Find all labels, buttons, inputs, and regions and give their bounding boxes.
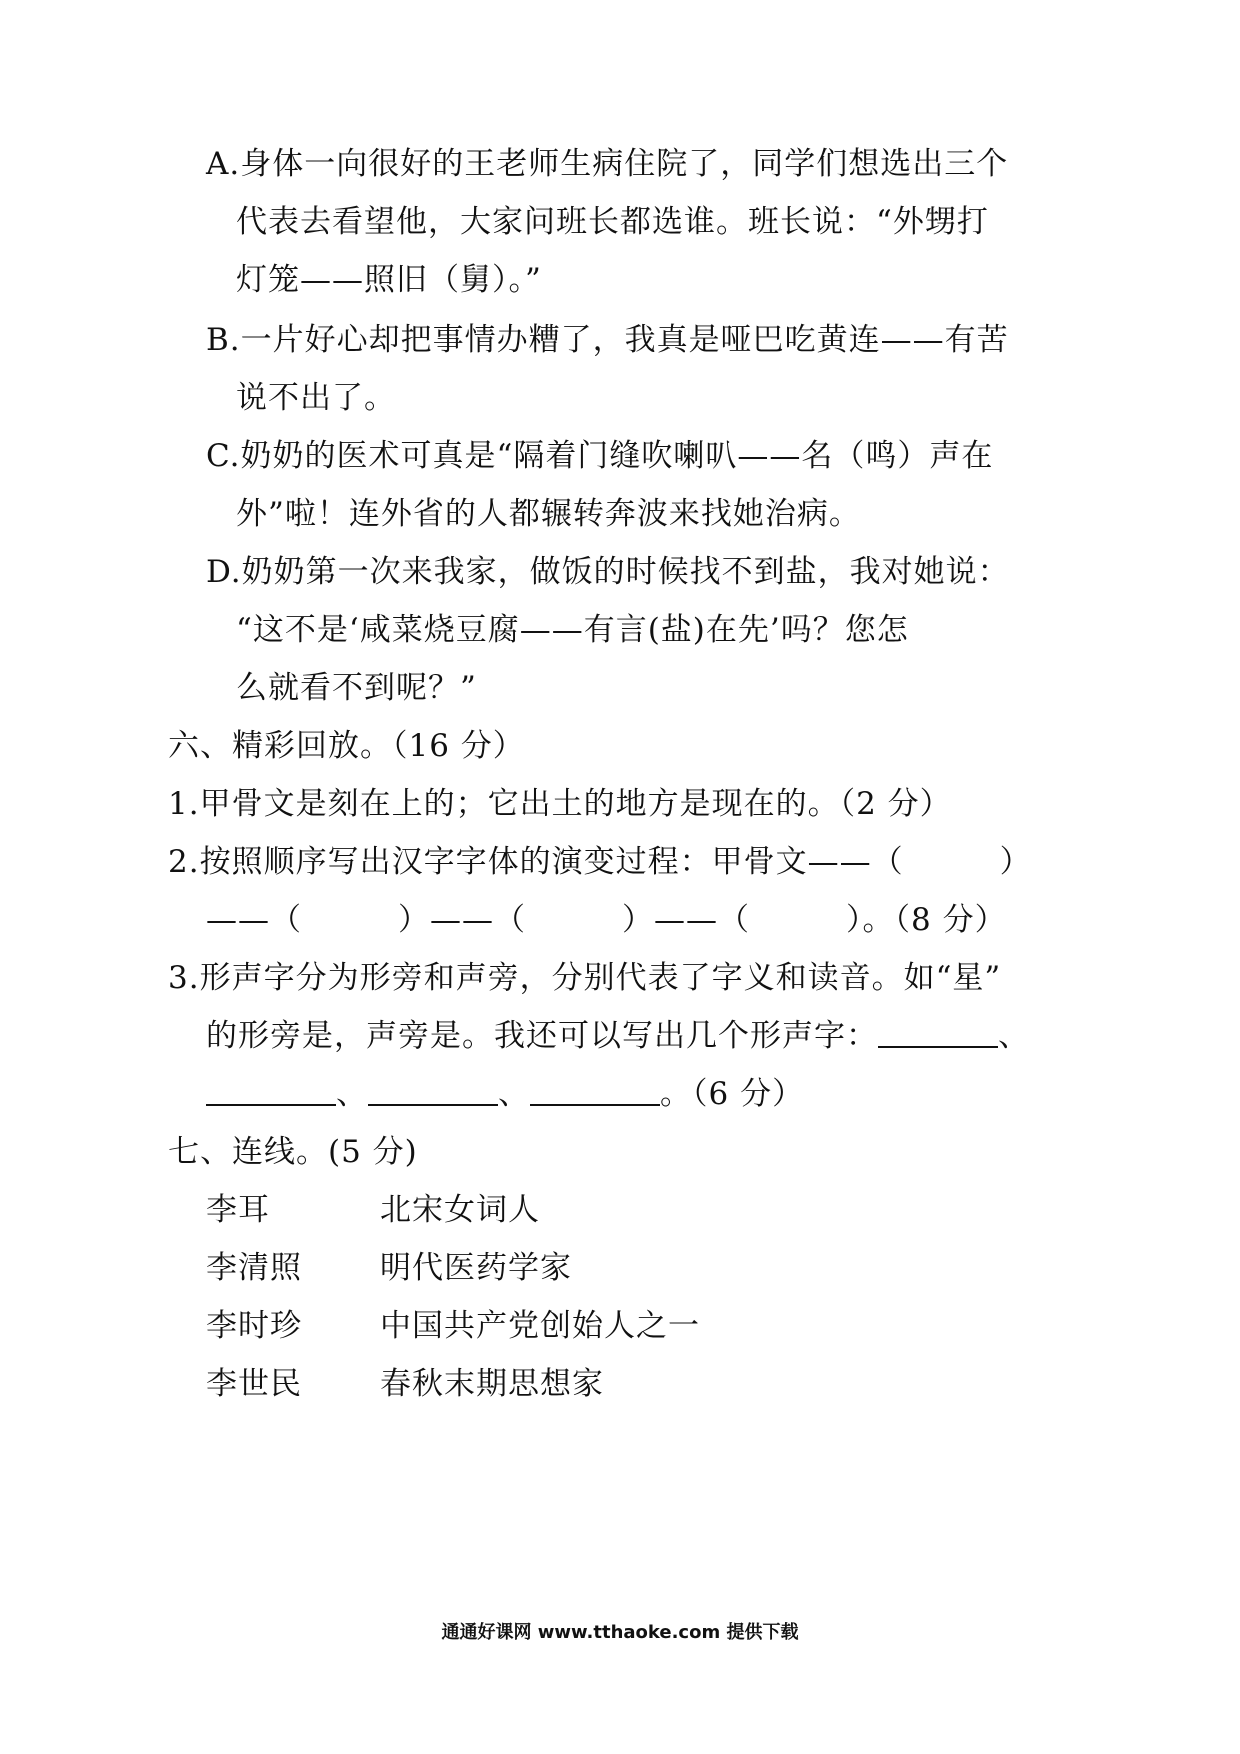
answer-blank[interactable]: [206, 1074, 336, 1106]
match-left-item[interactable]: 李时珍: [206, 1308, 302, 1344]
section6-q2-line2: ——（ ）——（ ）——（ ）。（8 分）: [206, 902, 1007, 938]
option-b-line2: 说不出了。: [236, 380, 396, 416]
option-b-line1: B.一片好心却把事情办糟了，我真是哑巴吃黄连——有苦: [206, 322, 1009, 358]
option-a-line2: 代表去看望他，大家问班长都选谁。班长说：“外甥打: [236, 204, 989, 240]
section6-q3-line2: [206, 1016, 1030, 1056]
separator: 、: [336, 1076, 368, 1112]
match-right-item[interactable]: 春秋末期思想家: [380, 1366, 604, 1402]
separator: 、: [498, 1076, 530, 1112]
option-c-line2: 外”啦！连外省的人都辗转奔波来找她治病。: [236, 496, 861, 532]
option-a-line3: 灯笼——照旧（舅）。”: [236, 262, 542, 298]
match-right-item[interactable]: 明代医药学家: [380, 1250, 572, 1286]
section6-title: 六、精彩回放。（16 分）: [168, 728, 525, 764]
option-a-line1: A.身体一向很好的王老师生病住院了，同学们想选出三个: [206, 146, 1009, 182]
match-right-item[interactable]: 中国共产党创始人之一: [380, 1308, 700, 1344]
match-left-item[interactable]: 李清照: [206, 1250, 302, 1286]
footer-source: 通通好课网 www.tthaoke.com 提供下载: [441, 1622, 799, 1643]
section7-title: 七、连线。(5 分): [168, 1134, 418, 1170]
end-text: 。（6 分）: [660, 1076, 805, 1112]
separator: 、: [998, 1018, 1030, 1054]
answer-blank[interactable]: [368, 1074, 498, 1106]
answer-blank[interactable]: [878, 1016, 998, 1048]
option-d-line2: “这不是‘咸菜烧豆腐——有言(盐)在先’吗？您怎: [236, 612, 909, 648]
section6-q1: 1.甲骨文是刻在上的；它出土的地方是现在的。（2 分）: [168, 786, 952, 822]
section6-q3-line3: [206, 1074, 804, 1114]
option-d-line3: 么就看不到呢？”: [236, 670, 477, 706]
option-d-line1: D.奶奶第一次来我家，做饭的时候找不到盐，我对她说：: [206, 554, 1010, 590]
match-right-item[interactable]: 北宋女词人: [380, 1192, 540, 1228]
option-c-line1: C.奶奶的医术可真是“隔着门缝吹喇叭——名（鸣）声在: [206, 438, 994, 474]
section6-q3-line1: 3.形声字分为形旁和声旁，分别代表了字义和读音。如“星”: [168, 960, 1002, 996]
match-left-item[interactable]: 李耳: [206, 1192, 270, 1228]
answer-blank[interactable]: [530, 1074, 660, 1106]
section6-q2-line1: 2.按照顺序写出汉字字体的演变过程：甲骨文——（ ）: [168, 844, 1032, 880]
q3-line2-text: 的形旁是，声旁是。我还可以写出几个形声字：: [206, 1018, 878, 1054]
match-left-item[interactable]: 李世民: [206, 1366, 302, 1402]
